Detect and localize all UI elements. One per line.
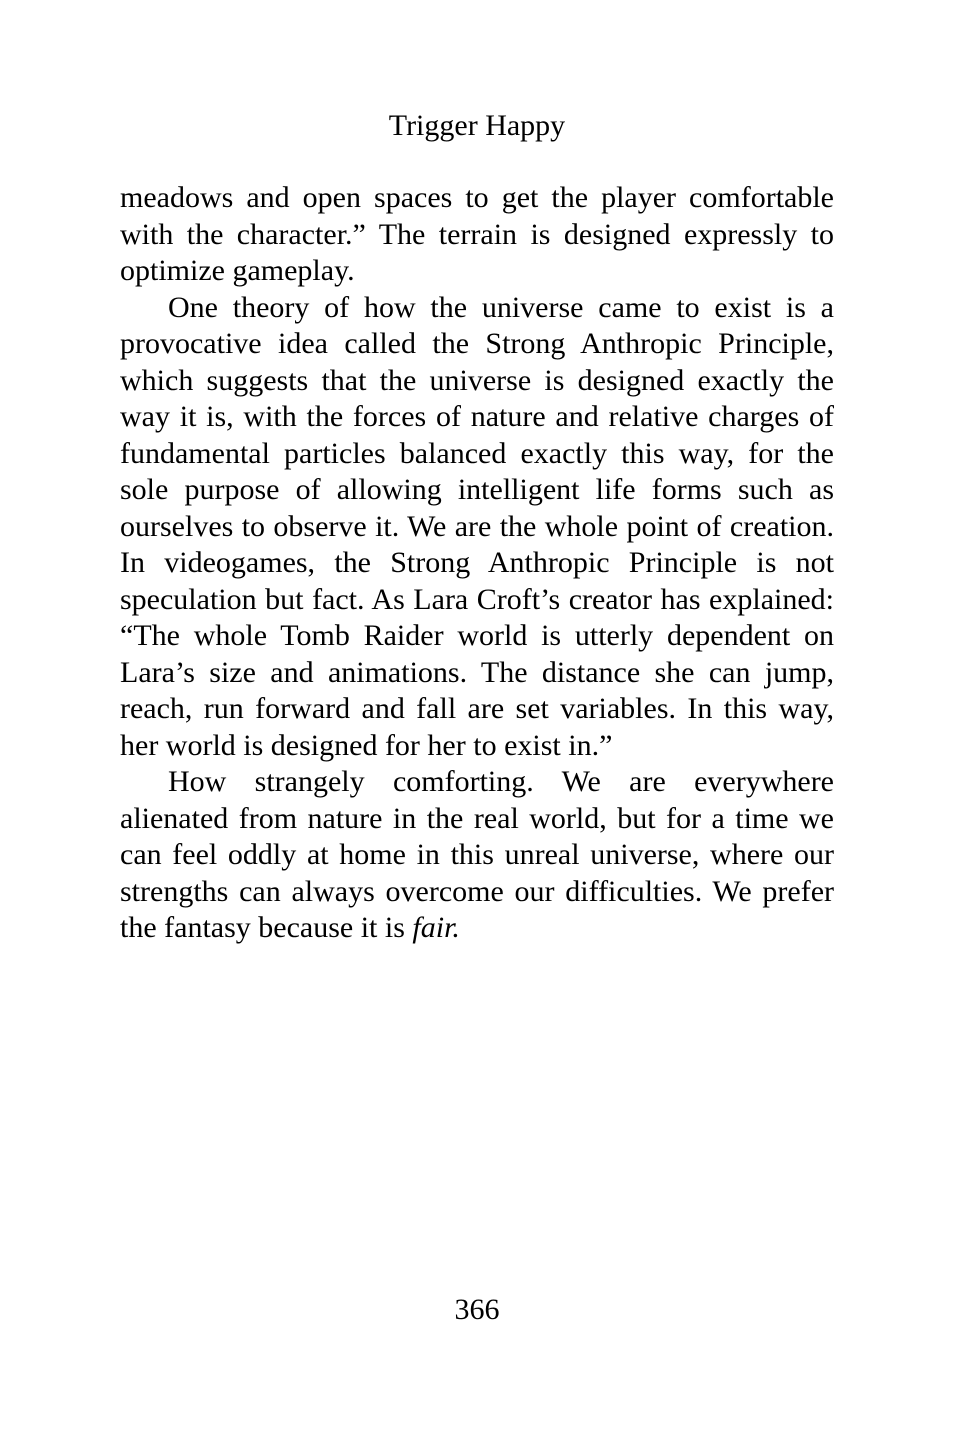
- paragraph-1: meadows and open spaces to get the player comfortable with the character.” The terrain is designed expressly to optimize gameplay.: [120, 181, 834, 287]
- paragraph-2: One theory of how the universe came to exist is a provocative idea called the Strong Anthropic Principle, which suggests that the universe is designed exactly the way it is, with the forces of nature and relative charges of fundamental particles balanced exactly this way, for the sole purpose of allowing intelligent life forms such as ourselves to observe it. We are the whole point of creation. In videogames, the Strong Anthropic Principle is not speculation but fact. As Lara Croft’s creator has explained: “The whole Tomb Raider world is utterly dependent on Lara’s size and animations. The distance she can jump, reach, run forward and fall are set variables. In this way, her world is designed for her to exist in.”: [120, 290, 834, 762]
- paragraph-3-text: How strangely comforting. We are everywhere alienated from nature in the real world, but for a time we can feel oddly at home in this unreal universe, where our strengths can always overcome our difficulties. We prefer the fantasy because it is: [120, 765, 834, 944]
- body-text: [120, 180, 834, 947]
- paragraph-3: [120, 764, 834, 947]
- running-header-title: Trigger Happy: [388, 109, 566, 142]
- emphasized-word: fair.: [412, 911, 460, 944]
- page-number: 366: [454, 1293, 500, 1326]
